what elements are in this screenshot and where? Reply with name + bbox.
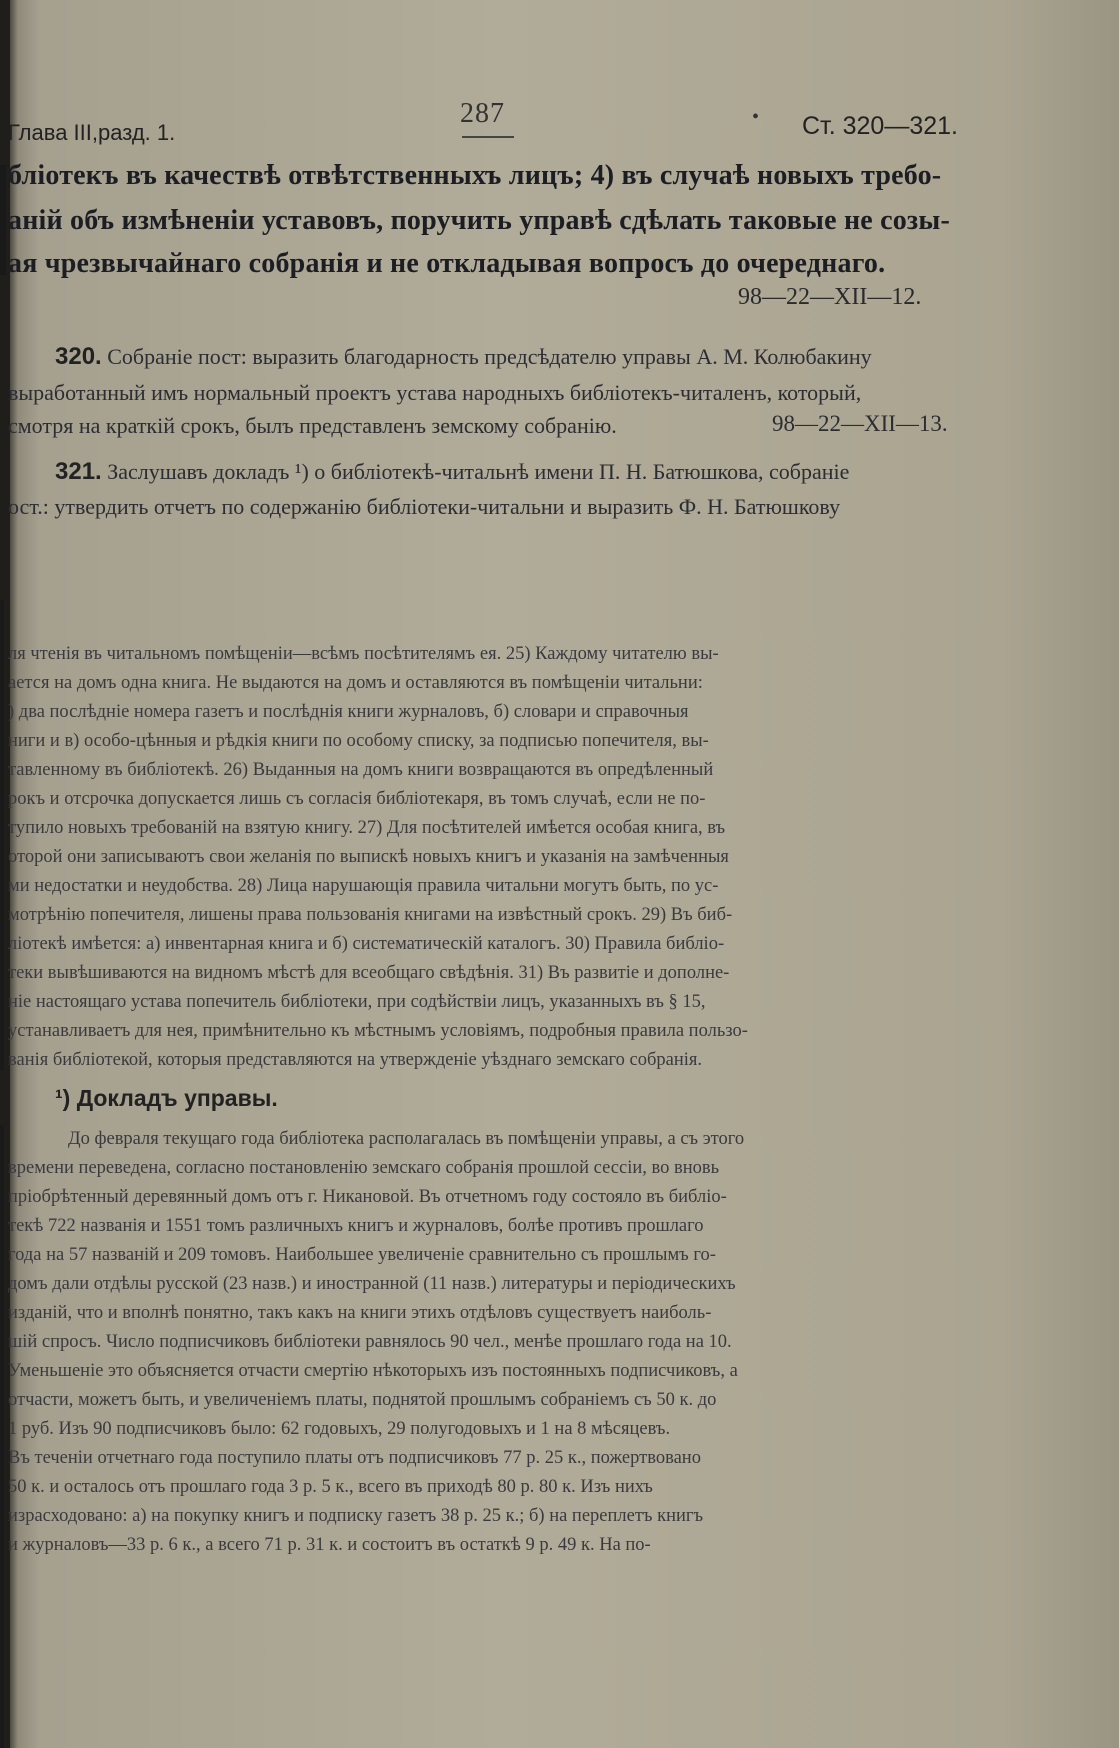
rules-line: тавленному въ библіотекѣ. 26) Выданныя на домъ книги возвращаются въ опредѣленный [8,760,714,780]
left-margin-bar [0,600,4,1070]
article-320-reference: 98—22—XII—13. [772,411,948,436]
article-321-line: ост.: утвердить отчетъ по содержанію библіотеки-читальни и выразить Ф. Н. Батюшкову [8,494,841,519]
header-dot: • [752,106,760,128]
page-number-rule [462,136,514,138]
footnote-title: ¹) Докладъ управы. [55,1085,278,1111]
rules-line: ается на домъ одна книга. Не выдаются на домъ и оставляются въ помѣщеніи читальни: [8,673,703,693]
footnote-line: отчасти, можетъ быть, и увеличеніемъ платы, поднятой прошлымъ собраніемъ съ 50 к. до [8,1390,717,1410]
chapter-label: Глава III,разд. 1. [8,120,176,145]
footnote-line: Уменьшеніе это объясняется отчасти смертію нѣкоторыхъ изъ постоянныхъ подписчиковъ, а [8,1361,738,1381]
footnote-line: изданій, что и вполнѣ понятно, такъ какъ на книги этихъ отдѣловъ существуетъ наиболь- [8,1303,712,1323]
footnote-line: года на 57 названій и 209 томовъ. Наибольшее увеличеніе сравнительно съ прошлымъ го- [8,1245,716,1265]
left-margin-bar [0,165,6,275]
article-321-number: 321. [55,458,102,485]
rules-line: оторой они записываютъ свои желанія по выпискѣ новыхъ книгъ и указанія на замѣченныя [8,847,729,867]
footnote-line: и журналовъ—33 р. 6 к., а всего 71 р. 31 к. и состоитъ въ остаткѣ 9 р. 49 к. На по- [8,1535,651,1555]
footnote-line: израсходовано: а) на покупку книгъ и подписку газетъ 38 р. 25 к.; б) на переплетъ книгъ [8,1506,704,1526]
footnote-line: 50 к. и осталось отъ прошлаго года 3 р. 5 к., всего въ приходѣ 80 р. 80 к. Изъ нихъ [8,1477,653,1497]
footnote-line: 1 руб. Изъ 90 подписчиковъ было: 62 годовыхъ, 29 полугодовыхъ и 1 на 8 мѣсяцевъ. [8,1419,671,1439]
article-320-number: 320. [55,343,102,370]
left-margin-bar [0,1125,4,1748]
rules-line: ліотекѣ имѣется: а) инвентарная книга и б) систематическій каталогъ. 30) Правила библіо- [8,934,725,954]
top-paragraph-line: ая чрезвычайнаго собранія и не откладывая вопросъ до очереднаго. [8,248,886,279]
article-321-first-line [55,458,849,486]
rules-line: теки вывѣшиваются на видномъ мѣстѣ для всеобщаго свѣдѣнія. 31) Въ развитіе и дополне- [8,963,730,983]
rules-line: ) два послѣдніе номера газетъ и послѣднія книги журналовъ, б) словари и справочныя [8,702,689,722]
footnote-line: домъ дали отдѣлы русской (23 назв.) и иностранной (11 назв.) литературы и періодическихъ [8,1274,736,1294]
rules-line: ля чтенія въ читальномъ помѣщеніи—всѣмъ посѣтителямъ ея. 25) Каждому читателю вы- [8,644,719,664]
article-321-line: Заслушавъ докладъ ¹) о библіотекѣ-читальнѣ имени П. Н. Батюшкова, собраніе [107,459,850,484]
page-header [0,98,1119,158]
rules-line: рокъ и отсрочка допускается лишь съ согласія библіотекаря, въ томъ случаѣ, если не по- [8,789,706,809]
page-number: 287 [460,98,505,129]
rules-line: ми недостатки и неудобства. 28) Лица нарушающія правила читальни могутъ быть, по ус- [8,876,719,896]
rules-line: ниги и в) особо-цѣнныя и рѣдкія книги по особому списку, за подписью попечителя, вы- [8,731,709,751]
top-paragraph-reference: 98—22—XII—12. [738,284,922,310]
article-320-line: Собраніе пост: выразить благодарность предсѣдателю управы А. М. Колюбакину [107,344,872,369]
footnote-line: пріобрѣтенный деревянный домъ отъ г. Никановой. Въ отчетномъ году состояло въ библіо- [8,1187,727,1207]
footnote-line: текѣ 722 названія и 1551 томъ различныхъ книгъ и журналовъ, болѣе противъ прошлаго [8,1216,704,1236]
top-paragraph-line: бліотекъ въ качествѣ отвѣтственныхъ лицъ; 4) въ случаѣ новыхъ требо- [8,160,942,191]
top-paragraph-line: аній объ измѣненіи уставовъ, поручить управѣ сдѣлать таковые не созы- [8,205,950,236]
rules-line: мотрѣнію попечителя, лишены права пользованія книгами на извѣстный срокъ. 29) Въ биб- [8,905,733,925]
rules-line: устанавливаетъ для нея, примѣнительно къ мѣстнымъ условіямъ, подробныя правила пользо- [8,1021,748,1041]
footnote-line: До февраля текущаго года библіотека располагалась въ помѣщеніи управы, а съ этого [68,1129,745,1149]
footnote-line: шій спросъ. Число подписчиковъ библіотеки равнялось 90 чел., менѣе прошлаго года на 10. [8,1332,732,1352]
footnote-line: времени переведена, согласно постановленію земскаго собранія прошлой сессіи, во вновь [8,1158,720,1178]
footnote-line: Въ теченіи отчетнаго года поступило платы отъ подписчиковъ 77 р. 25 к., пожертвовано [8,1448,701,1468]
articles-label: Ст. 320—321. [802,112,958,140]
rules-line: ніе настоящаго устава попечитель библіотеки, при содѣйствіи лицъ, указанныхъ въ § 15, [8,992,706,1012]
rules-line: тупило новыхъ требованій на взятую книгу. 27) Для посѣтителей имѣется особая книга, въ [8,818,726,838]
article-320-line: смотря на краткій срокъ, былъ представленъ земскому собранію. [8,413,617,438]
article-320-first-line [55,343,872,371]
rules-line: ванія библіотекой, которыя представляются на утвержденіе уѣзднаго земскаго собранія. [8,1050,703,1070]
article-320-line: выработанный имъ нормальный проектъ устава народныхъ библіотекъ-читаленъ, который, [8,380,862,405]
